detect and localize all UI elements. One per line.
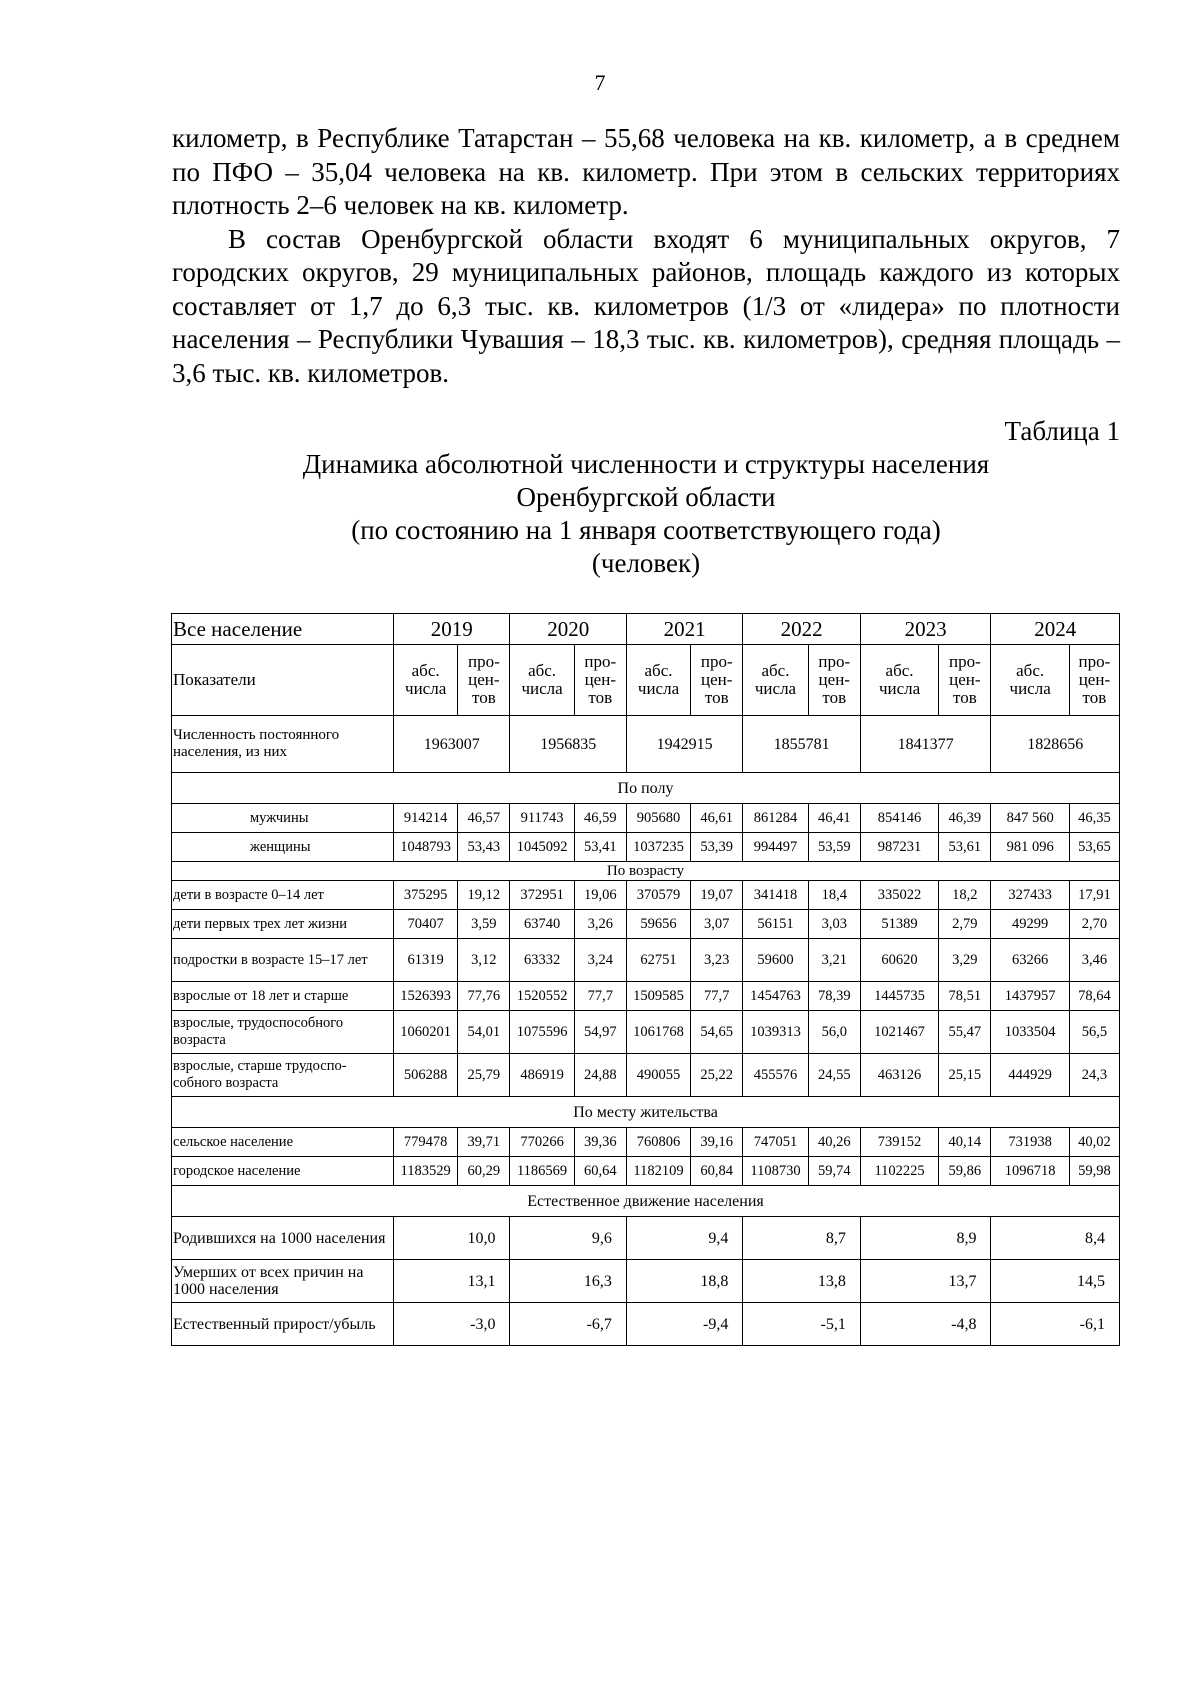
table-row [172, 1303, 1120, 1346]
table-row [172, 939, 1120, 982]
abs-header: абс. числа [860, 645, 938, 716]
pct-value: 46,59 [574, 804, 626, 833]
abs-value: 779478 [394, 1128, 458, 1157]
pct-value: 77,7 [574, 982, 626, 1011]
rate-value: -4,8 [860, 1303, 991, 1346]
section-row [172, 862, 1120, 881]
table-label: Таблица 1 [1004, 416, 1120, 446]
pct-value: 53,59 [808, 833, 860, 862]
abs-value: 1021467 [860, 1011, 938, 1054]
pct-header: про-цен-тов [808, 645, 860, 716]
paragraph: километр, в Республике Татарстан – 55,68 человека на кв. километр, а в среднем по ПФО – 35,04 человека на кв. километр. При этом в сельских территориях плотность 2–6 человек на кв. километр. [172, 123, 1120, 220]
rate-value: 9,4 [626, 1217, 742, 1260]
abs-value: 994497 [743, 833, 808, 862]
pct-header: про-цен-тов [691, 645, 743, 716]
rate-value: 9,6 [510, 1217, 626, 1260]
abs-value: 486919 [510, 1054, 574, 1097]
pct-value: 18,2 [939, 881, 991, 910]
pct-value: 60,64 [574, 1157, 626, 1186]
abs-value: 861284 [743, 804, 808, 833]
pct-value: 54,65 [691, 1011, 743, 1054]
pct-value: 54,01 [458, 1011, 510, 1054]
table-title-line: (человек) [591, 548, 701, 578]
pct-value: 25,79 [458, 1054, 510, 1097]
table-title-line: Динамика абсолютной численности и структуры населения [302, 449, 990, 479]
abs-value: 1037235 [626, 833, 690, 862]
table-row [172, 910, 1120, 939]
abs-value: 372951 [510, 881, 574, 910]
pct-value: 3,26 [574, 910, 626, 939]
year-header: 2020 [510, 614, 626, 645]
abs-value: 70407 [394, 910, 458, 939]
abs-value: 463126 [860, 1054, 938, 1097]
abs-value: 63266 [991, 939, 1069, 982]
pct-value: 59,98 [1069, 1157, 1119, 1186]
pct-value: 46,41 [808, 804, 860, 833]
abs-value: 60620 [860, 939, 938, 982]
abs-value: 56151 [743, 910, 808, 939]
abs-value: 1061768 [626, 1011, 690, 1054]
pct-value: 3,59 [458, 910, 510, 939]
cell-value: 1841377 [860, 716, 991, 773]
cell-value: 1942915 [626, 716, 742, 773]
abs-value: 375295 [394, 881, 458, 910]
row-label: городское население [172, 1157, 394, 1186]
abs-value: 1039313 [743, 1011, 808, 1054]
row-label: взрослые, старше трудоспо-собного возраста [172, 1054, 394, 1097]
year-header: 2019 [394, 614, 510, 645]
abs-value: 341418 [743, 881, 808, 910]
pct-value: 39,16 [691, 1128, 743, 1157]
pct-value: 46,61 [691, 804, 743, 833]
pct-value: 25,15 [939, 1054, 991, 1097]
abs-value: 59656 [626, 910, 690, 939]
corner-cell: Все население [172, 614, 394, 645]
pct-value: 3,46 [1069, 939, 1119, 982]
rate-value: 16,3 [510, 1260, 626, 1303]
rate-value: -6,7 [510, 1303, 626, 1346]
abs-value: 1186569 [510, 1157, 574, 1186]
abs-value: 1437957 [991, 982, 1069, 1011]
table-row [172, 881, 1120, 910]
table-row [172, 1157, 1120, 1186]
pct-value: 17,91 [1069, 881, 1119, 910]
rate-value: -5,1 [743, 1303, 861, 1346]
cell-value: 1855781 [743, 716, 861, 773]
abs-header: абс. числа [394, 645, 458, 716]
total-row [172, 716, 1120, 773]
pct-value: 19,07 [691, 881, 743, 910]
header-row-years [172, 614, 1120, 645]
abs-value: 1520552 [510, 982, 574, 1011]
year-header: 2022 [743, 614, 861, 645]
abs-value: 747051 [743, 1128, 808, 1157]
pct-value: 18,4 [808, 881, 860, 910]
table-row [172, 1217, 1120, 1260]
abs-value: 370579 [626, 881, 690, 910]
section-heading: По месту жительства [172, 1097, 1120, 1128]
abs-value: 61319 [394, 939, 458, 982]
pct-value: 3,29 [939, 939, 991, 982]
body-text [172, 122, 1120, 390]
pct-value: 55,47 [939, 1011, 991, 1054]
abs-value: 455576 [743, 1054, 808, 1097]
abs-value: 1526393 [394, 982, 458, 1011]
pct-value: 53,43 [458, 833, 510, 862]
year-header: 2023 [860, 614, 991, 645]
abs-value: 1045092 [510, 833, 574, 862]
abs-value: 49299 [991, 910, 1069, 939]
abs-value: 1048793 [394, 833, 458, 862]
abs-value: 731938 [991, 1128, 1069, 1157]
rate-value: 14,5 [991, 1260, 1120, 1303]
pct-value: 2,70 [1069, 910, 1119, 939]
page-number: 7 [594, 70, 606, 95]
abs-value: 327433 [991, 881, 1069, 910]
pct-value: 40,02 [1069, 1128, 1119, 1157]
abs-header: абс. числа [510, 645, 574, 716]
section-row [172, 1097, 1120, 1128]
pct-value: 54,97 [574, 1011, 626, 1054]
abs-value: 1033504 [991, 1011, 1069, 1054]
cell-value: 1956835 [510, 716, 626, 773]
table-title [172, 448, 1120, 580]
pct-header: про-цен-тов [458, 645, 510, 716]
abs-value: 63740 [510, 910, 574, 939]
population-table [171, 613, 1120, 1346]
abs-value: 770266 [510, 1128, 574, 1157]
table-title-line: Оренбургской области [516, 482, 776, 512]
table-row [172, 1011, 1120, 1054]
pct-value: 78,39 [808, 982, 860, 1011]
pct-value: 19,12 [458, 881, 510, 910]
abs-value: 490055 [626, 1054, 690, 1097]
abs-value: 987231 [860, 833, 938, 862]
pct-value: 56,0 [808, 1011, 860, 1054]
table-row [172, 804, 1120, 833]
paragraph: В состав Оренбургской области входят 6 муниципальных округов, 7 городских округов, 29 муниципальных районов, площадь каждого из которых составляет от 1,7 до 6,3 тыс. кв. километров (1/3 от «лидера» по плотности населения – Республики Чувашия – 18,3 тыс. кв. километров), средняя площадь – 3,6 тыс. кв. километров. [172, 223, 1120, 388]
pct-value: 53,41 [574, 833, 626, 862]
section-heading: По полу [172, 773, 1120, 804]
row-label: дети первых трех лет жизни [172, 910, 394, 939]
pct-value: 46,35 [1069, 804, 1119, 833]
row-label: мужчины [172, 804, 394, 833]
rate-value: 13,8 [743, 1260, 861, 1303]
pct-value: 2,79 [939, 910, 991, 939]
abs-value: 506288 [394, 1054, 458, 1097]
pct-value: 3,24 [574, 939, 626, 982]
abs-value: 1445735 [860, 982, 938, 1011]
pct-value: 3,23 [691, 939, 743, 982]
abs-value: 905680 [626, 804, 690, 833]
rate-value: 8,4 [991, 1217, 1120, 1260]
cell-value: 1963007 [394, 716, 510, 773]
year-header: 2021 [626, 614, 742, 645]
abs-value: 981 096 [991, 833, 1069, 862]
abs-header: абс. числа [626, 645, 690, 716]
pct-value: 60,84 [691, 1157, 743, 1186]
pct-value: 53,65 [1069, 833, 1119, 862]
pct-value: 25,22 [691, 1054, 743, 1097]
pct-value: 24,55 [808, 1054, 860, 1097]
pct-value: 3,03 [808, 910, 860, 939]
abs-value: 1108730 [743, 1157, 808, 1186]
rate-value: -3,0 [394, 1303, 510, 1346]
table-row [172, 1128, 1120, 1157]
abs-value: 739152 [860, 1128, 938, 1157]
row-label: взрослые, трудоспособного возраста [172, 1011, 394, 1054]
rate-value: 18,8 [626, 1260, 742, 1303]
rate-value: 8,7 [743, 1217, 861, 1260]
pct-value: 39,71 [458, 1128, 510, 1157]
pct-header: про-цен-тов [1069, 645, 1119, 716]
rate-value: 10,0 [394, 1217, 510, 1260]
row-label: Родившихся на 1000 населения [172, 1217, 394, 1260]
year-header: 2024 [991, 614, 1120, 645]
row-label: Умерших от всех причин на 1000 населения [172, 1260, 394, 1303]
pct-value: 59,86 [939, 1157, 991, 1186]
abs-value: 1509585 [626, 982, 690, 1011]
abs-value: 444929 [991, 1054, 1069, 1097]
abs-value: 62751 [626, 939, 690, 982]
pct-value: 3,07 [691, 910, 743, 939]
pct-value: 24,88 [574, 1054, 626, 1097]
row-label: подростки в возрасте 15–17 лет [172, 939, 394, 982]
pct-value: 40,26 [808, 1128, 860, 1157]
rate-value: 13,7 [860, 1260, 991, 1303]
table-title-line: (по состоянию на 1 января соответствующего года) [351, 515, 941, 545]
abs-value: 1454763 [743, 982, 808, 1011]
pct-value: 3,21 [808, 939, 860, 982]
section-heading: Естественное движение населения [172, 1186, 1120, 1217]
abs-value: 854146 [860, 804, 938, 833]
pct-value: 19,06 [574, 881, 626, 910]
abs-header: абс. числа [743, 645, 808, 716]
pct-value: 46,39 [939, 804, 991, 833]
rate-value: -9,4 [626, 1303, 742, 1346]
row-label: сельское население [172, 1128, 394, 1157]
pct-value: 53,39 [691, 833, 743, 862]
pct-value: 40,14 [939, 1128, 991, 1157]
abs-value: 59600 [743, 939, 808, 982]
pct-value: 77,7 [691, 982, 743, 1011]
header-row-units [172, 645, 1120, 716]
pct-value: 3,12 [458, 939, 510, 982]
indicators-header: Показатели [172, 645, 394, 716]
row-label: Численность постоянного населения, из них [172, 716, 394, 773]
abs-value: 1182109 [626, 1157, 690, 1186]
pct-value: 53,61 [939, 833, 991, 862]
pct-header: про-цен-тов [574, 645, 626, 716]
abs-value: 1060201 [394, 1011, 458, 1054]
abs-value: 51389 [860, 910, 938, 939]
row-label: Естественный прирост/убыль [172, 1303, 394, 1346]
abs-value: 1102225 [860, 1157, 938, 1186]
pct-value: 39,36 [574, 1128, 626, 1157]
abs-value: 911743 [510, 804, 574, 833]
pct-header: про-цен-тов [939, 645, 991, 716]
row-label: дети в возрасте 0–14 лет [172, 881, 394, 910]
abs-value: 1075596 [510, 1011, 574, 1054]
pct-value: 78,51 [939, 982, 991, 1011]
rate-value: 13,1 [394, 1260, 510, 1303]
abs-value: 760806 [626, 1128, 690, 1157]
rate-value: 8,9 [860, 1217, 991, 1260]
pct-value: 77,76 [458, 982, 510, 1011]
section-row [172, 1186, 1120, 1217]
pct-value: 60,29 [458, 1157, 510, 1186]
pct-value: 56,5 [1069, 1011, 1119, 1054]
pct-value: 59,74 [808, 1157, 860, 1186]
cell-value: 1828656 [991, 716, 1120, 773]
table-row [172, 982, 1120, 1011]
pct-value: 78,64 [1069, 982, 1119, 1011]
row-label: женщины [172, 833, 394, 862]
abs-value: 1183529 [394, 1157, 458, 1186]
row-label: взрослые от 18 лет и старше [172, 982, 394, 1011]
pct-value: 24,3 [1069, 1054, 1119, 1097]
abs-value: 847 560 [991, 804, 1069, 833]
abs-value: 63332 [510, 939, 574, 982]
abs-value: 914214 [394, 804, 458, 833]
table-row [172, 833, 1120, 862]
abs-header: абс. числа [991, 645, 1069, 716]
pct-value: 46,57 [458, 804, 510, 833]
rate-value: -6,1 [991, 1303, 1120, 1346]
abs-value: 335022 [860, 881, 938, 910]
section-heading: По возрасту [172, 862, 1120, 881]
table-row [172, 1054, 1120, 1097]
table-row [172, 1260, 1120, 1303]
section-row [172, 773, 1120, 804]
abs-value: 1096718 [991, 1157, 1069, 1186]
